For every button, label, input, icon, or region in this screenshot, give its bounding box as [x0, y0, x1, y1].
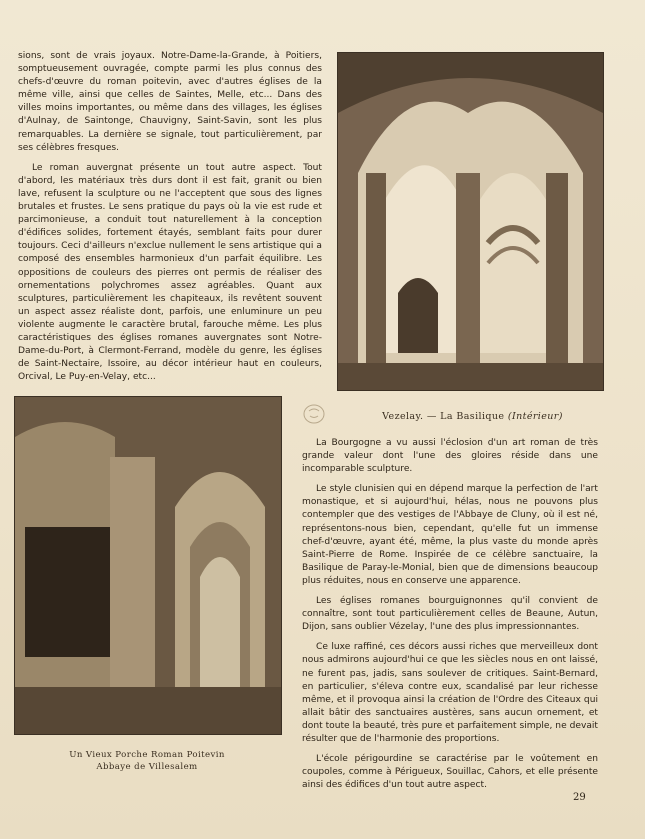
library-stamp-icon — [302, 403, 326, 425]
paragraph: Le style clunisien qui en dépend marque la perfection de l'art monastique, et si aujourd'hui, hélas, nous ne pouvons plus contempler que des vestiges de l'Abbaye de Cluny, où il est né, représentons-nous bien, cependant, qu'elle fut un immense chef-d'œuvre, ayant été, même, la plus vaste du monde après Saint-Pierre de Rome. Inspirée de ce célèbre sanctuaire, la Basilique de Paray-le-Monial, bien que de dimensions beaucoup plus réduites, nous en conserve une apparence. — [302, 484, 598, 586]
villesalem-porch-photo — [14, 396, 282, 735]
vezelay-caption — [330, 411, 615, 422]
paragraph: Les églises romanes bourguignonnes qu'il convient de connaître, sont tout particulièrement celles de Beaune, Autun, Dijon, sans oublier Vézelay, l'une des plus impressionnantes. — [302, 596, 598, 633]
caption-place: Vezelay. — La Basilique — [382, 411, 505, 422]
vezelay-arches-illustration — [338, 53, 603, 390]
paragraph: La Bourgogne a vu aussi l'éclosion d'un art roman de très grande valeur dont l'une des gloires réside dans une incomparable sculpture. — [302, 438, 598, 475]
right-text-column — [302, 437, 598, 799]
caption-line: Abbaye de Villesalem — [96, 762, 198, 772]
caption-line: Un Vieux Porche Roman Poitevin — [69, 750, 225, 760]
vezelay-basilica-photo — [337, 52, 604, 391]
caption-detail: (Intérieur) — [507, 411, 563, 422]
left-text-column — [18, 50, 322, 391]
porch-ruins-illustration — [15, 397, 281, 734]
paragraph: Le roman auvergnat présente un tout autre aspect. Tout d'abord, les matériaux très durs dont il est fait, granit ou bien lave, refusent la sculpture ou ne l'acceptent que sous des lignes brutales et frustes. Le sens pratique du pays où la vie est rude et parcimonieuse, a conduit tout naturellement à la conception d'édifices solides, fortement étayés, semblant faits pour durer toujours. Ceci d'ailleurs n'exclue nullement le sens artistique qui a composé des ensembles harmonieux d'un parfait équilibre. Les oppositions de couleurs des pierres ont permis de réaliser des ornementations polychromes assez agréables. Quant aux sculptures, particulièrement les chapiteaux, ils revêtent souvent un aspect assez réaliste dont, parfois, une enluminure un peu violente augmente le caractère brutal, farouche même. Les plus caractéristiques des églises romanes auvergnates sont Notre-Dame-du-Port, à Clermont-Ferrand, modèle du genre, les églises de Saint-Nectaire, Issoire, au décor intérieur haut en couleurs, Orcival, Le Puy-en-Velay, etc... — [18, 162, 322, 383]
paragraph: sions, sont de vrais joyaux. Notre-Dame-la-Grande, à Poitiers, somptueusement ouvragée, compte parmi les plus connus des chefs-d'œuvre du roman poitevin, avec d'autres églises de la même ville, ainsi que celles de Saintes, Melle, etc... Dans des villes moins importantes, ou même dans des villages, les églises d'Aulnay, de Saintonge, Chauvigny, Saint-Savin, sont les plus remarquables. La dernière se signale, tout particulièrement, par ses célèbres fresques. — [18, 51, 322, 153]
page-number: 29 — [573, 792, 586, 803]
paragraph: L'école périgourdine se caractérise par le voûtement en coupoles, comme à Périgueux, Souillac, Cahors, et elle présente ainsi des édifices d'un tout autre aspect. — [302, 754, 598, 791]
porch-caption — [14, 749, 280, 773]
paragraph: Ce luxe raffiné, ces décors aussi riches que merveilleux dont nous admirons aujourd'hui ce que les siècles nous en ont laissé, ne furent pas, jadis, sans soulever de critiques. Saint-Bernard, en particulier, s'éleva contre eux, scandalisé par leur richesse même, et il provoqua ainsi la création de l'Ordre des Citeaux qui allait bâtir des sanctuaires austères, sans aucun ornement, et dont toute la beauté, très pure et parfaitement simple, ne devait résulter que de l'harmonie des proportions. — [302, 642, 598, 744]
